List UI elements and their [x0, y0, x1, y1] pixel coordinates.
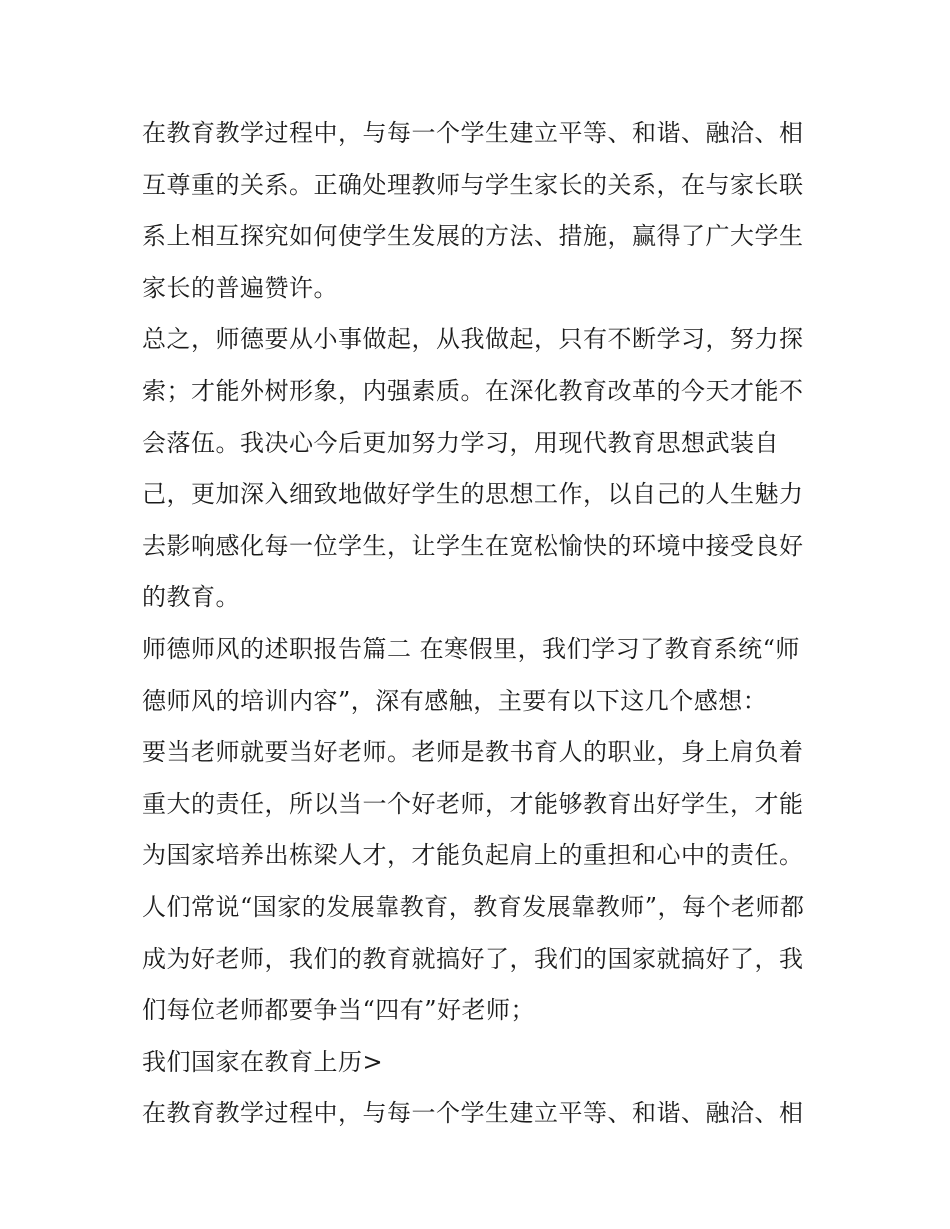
- text-line: 在教育教学过程中，与每一个学生建立平等、和谐、融洽、相: [142, 119, 804, 147]
- text-line: 我们国家在教育上历>: [142, 1047, 384, 1076]
- text-line: 在教育教学过程中，与每一个学生建立平等、和谐、融洽、相: [142, 1099, 804, 1128]
- text-line: 总之，师德要从小事做起，从我做起，只有不断学习，努力探: [142, 325, 804, 354]
- text-line: 的教育。: [142, 583, 240, 612]
- text-line: 师德师风的述职报告篇二 在寒假里，我们学习了教育系统“师: [142, 634, 800, 663]
- document-body: [142, 108, 822, 1140]
- text-line: 去影响感化每一位学生，让学生在宽松愉快的环境中接受良好: [142, 531, 804, 560]
- text-line: 系上相互探究如何使学生发展的方法、措施，赢得了广大学生: [142, 222, 804, 251]
- text-line: 人们常说“国家的发展靠教育，教育发展靠教师”，每个老师都: [142, 892, 805, 921]
- text-line: 们每位老师都要争当“四有”好老师；: [142, 996, 536, 1025]
- text-line: 索；才能外树形象，内强素质。在深化教育改革的今天才能不: [142, 376, 804, 405]
- text-line: 成为好老师，我们的教育就搞好了，我们的国家就搞好了，我: [142, 944, 804, 973]
- text-line: 为国家培养出栋梁人才，才能负起肩上的重担和心中的责任。: [142, 841, 804, 870]
- text-line: 德师风的培训内容”，深有感触，主要有以下这几个感想：: [142, 686, 768, 715]
- text-line: 要当老师就要当好老师。老师是教书育人的职业，身上肩负着: [142, 738, 804, 767]
- text-line: 重大的责任，所以当一个好老师，才能够教育出好学生，才能: [142, 789, 804, 818]
- text-line: 己，更加深入细致地做好学生的思想工作，以自己的人生魅力: [142, 480, 804, 509]
- text-line: 家长的普遍赞许。: [142, 273, 338, 302]
- text-line: 互尊重的关系。正确处理教师与学生家长的关系，在与家长联: [142, 170, 804, 199]
- text-line: 会落伍。我决心今后更加努力学习，用现代教育思想武装自: [142, 428, 779, 457]
